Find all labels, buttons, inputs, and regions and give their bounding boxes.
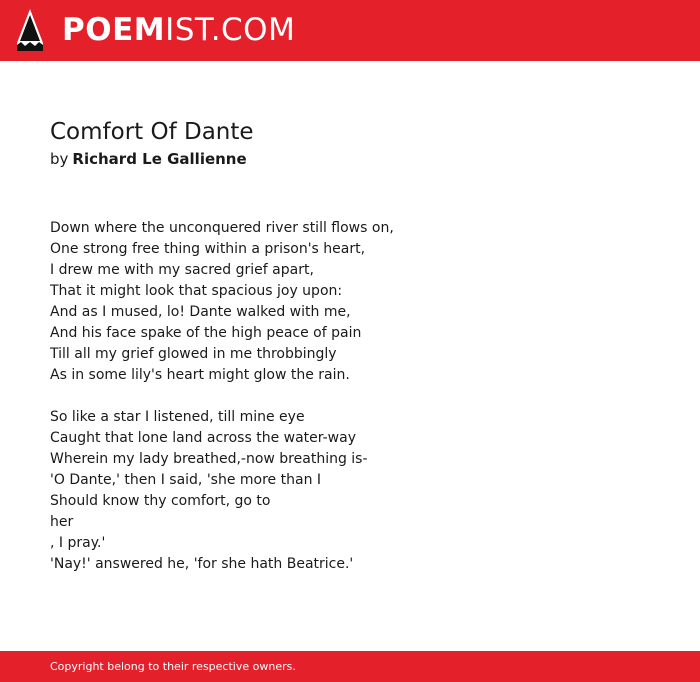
poem-line: Caught that lone land across the water-way [50,430,356,446]
logo-text-rest: IST.COM [165,12,296,48]
poem-line: And as I mused, lo! Dante walked with me, [50,304,351,320]
poem-line: So like a star I listened, till mine eye [50,409,305,425]
poem-line: , I pray.' [50,535,106,551]
poem-line: And his face spake of the high peace of pain [50,325,362,341]
poem-line: As in some lily's heart might glow the rain. [50,367,350,383]
poem-line: Till all my grief glowed in me throbbingly [50,346,337,362]
poem-line: 'O Dante,' then I said, 'she more than I [50,472,322,488]
author-name: Richard Le Gallienne [72,150,247,168]
poem-line: I drew me with my sacred grief apart, [50,262,314,278]
poem-line: That it might look that spacious joy upon: [50,283,343,299]
poem-title: Comfort Of Dante [50,119,254,145]
site-footer [0,651,700,682]
logo-text-bold: POEM [62,12,166,48]
poem-byline [50,148,247,170]
site-logo[interactable] [62,10,295,50]
pencil-tip-icon[interactable] [17,9,43,51]
poem-line: Should know thy comfort, go to [50,493,271,509]
poem-line: One strong free thing within a prison's heart, [50,241,366,257]
poem-line: 'Nay!' answered he, 'for she hath Beatrice.' [50,556,354,572]
poem-line: Down where the unconquered river still flows on, [50,220,394,236]
by-label: by [50,150,69,168]
copyright-text: Copyright belong to their respective owners. [50,660,296,673]
site-header [0,0,700,61]
poem-line: her [50,514,74,530]
poem-line: Wherein my lady breathed,-now breathing is- [50,451,368,467]
poem-stanza [50,218,650,386]
poem-stanza [50,407,650,575]
poem-body [50,218,650,596]
